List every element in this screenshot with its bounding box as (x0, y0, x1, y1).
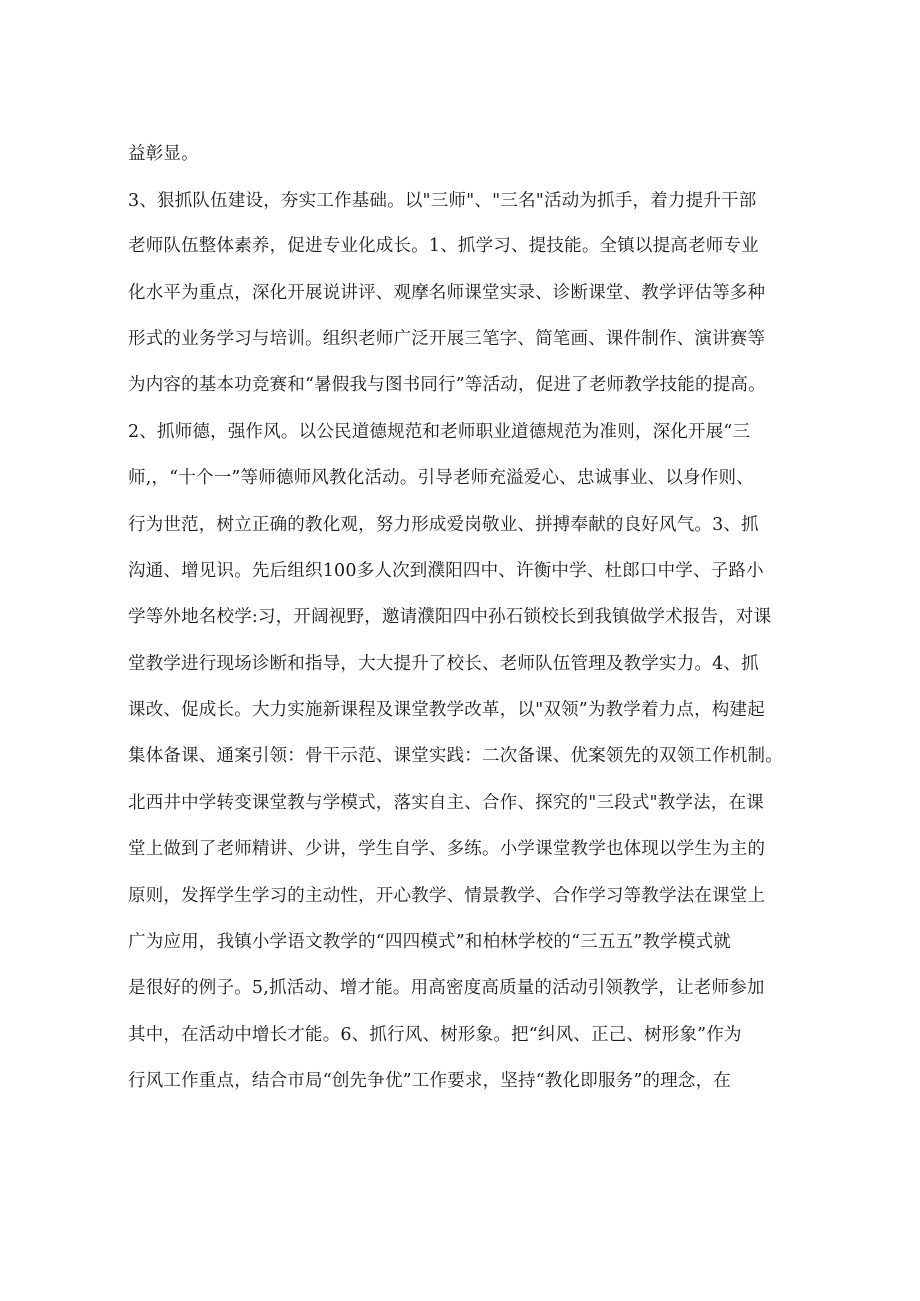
text-line-15: 北西井中学转变课堂教与学模式，落实自主、合作、探究的"三段式"教学法，在课 (128, 793, 764, 813)
text-line-9: 行为世范，树立正确的教化观，努力形成爱岗敬业、拼搏奉献的良好风气。3、抓 (128, 515, 759, 535)
text-line-2: 3、狠抓队伍建设，夯实工作基础。以"三师"、"三名"活动为抓手，着力提升干部 (128, 191, 757, 211)
text-line-20: 其中，在活动中增长才能。6、抓行风、树形象。把“纠风、正己、树形象”作为 (128, 1025, 742, 1045)
text-line-18: 广为应用，我镇小学语文教学的“四四模式”和柏林学校的“三五五”教学模式就 (128, 932, 731, 952)
text-line-3: 老师队伍整体素养，促进专业化成长。1、抓学习、提技能。全镇以提高老师专业 (128, 236, 759, 256)
text-line-8: 师,，“十个一”等师德师风教化活动。引导老师充溢爱心、忠诚事业、以身作则、 (128, 468, 754, 488)
text-line-1: 益彰显。 (128, 144, 199, 164)
text-line-12: 堂教学进行现场诊断和指导，大大提升了校长、老师队伍管理及教学实力。4、抓 (128, 654, 759, 674)
text-line-19: 是很好的例子。5,抓活动、增才能。用高密度高质量的活动引领教学，让老师参加 (128, 978, 765, 998)
text-line-16: 堂上做到了老师精讲、少讲，学生自学、多练。小学课堂教学也体现以学生为主的 (128, 839, 766, 859)
text-line-4: 化水平为重点，深化开展说讲评、观摩名师课堂实录、诊断课堂、教学评估等多种 (128, 283, 766, 303)
text-line-13: 课改、促成长。大力实施新课程及课堂教学改革，以"双领”为教学着力点，构建起 (128, 700, 765, 720)
text-line-10: 沟通、增见识。先后组织100多人次到濮阳四中、许衡中学、杜郎口中学、子路小 (128, 561, 764, 581)
text-line-21: 行风工作重点，结合市局“创先争优”工作要求，坚持“教化即服务”的理念，在 (128, 1071, 731, 1091)
text-line-7: 2、抓师德，强作风。以公民道德规范和老师职业道德规范为准则，深化开展“三 (128, 422, 751, 442)
text-line-14: 集体备课、通案引领：骨干示范、课堂实践：二次备课、优案领先的双领工作机制。 (128, 746, 783, 766)
text-line-5: 形式的业务学习与培训。组织老师广泛开展三笔字、简笔画、课件制作、演讲赛等 (128, 329, 766, 349)
text-line-6: 为内容的基本功竞赛和“暑假我与图书同行”等活动，促进了老师教学技能的提高。 (128, 375, 766, 395)
text-line-11: 学等外地名校学:习，开阔视野，邀请濮阳四中孙石锁校长到我镇做学术报告，对课 (128, 607, 772, 627)
text-line-17: 原则，发挥学生学习的主动性，开心教学、情景教学、合作学习等教学法在课堂上 (128, 886, 766, 906)
